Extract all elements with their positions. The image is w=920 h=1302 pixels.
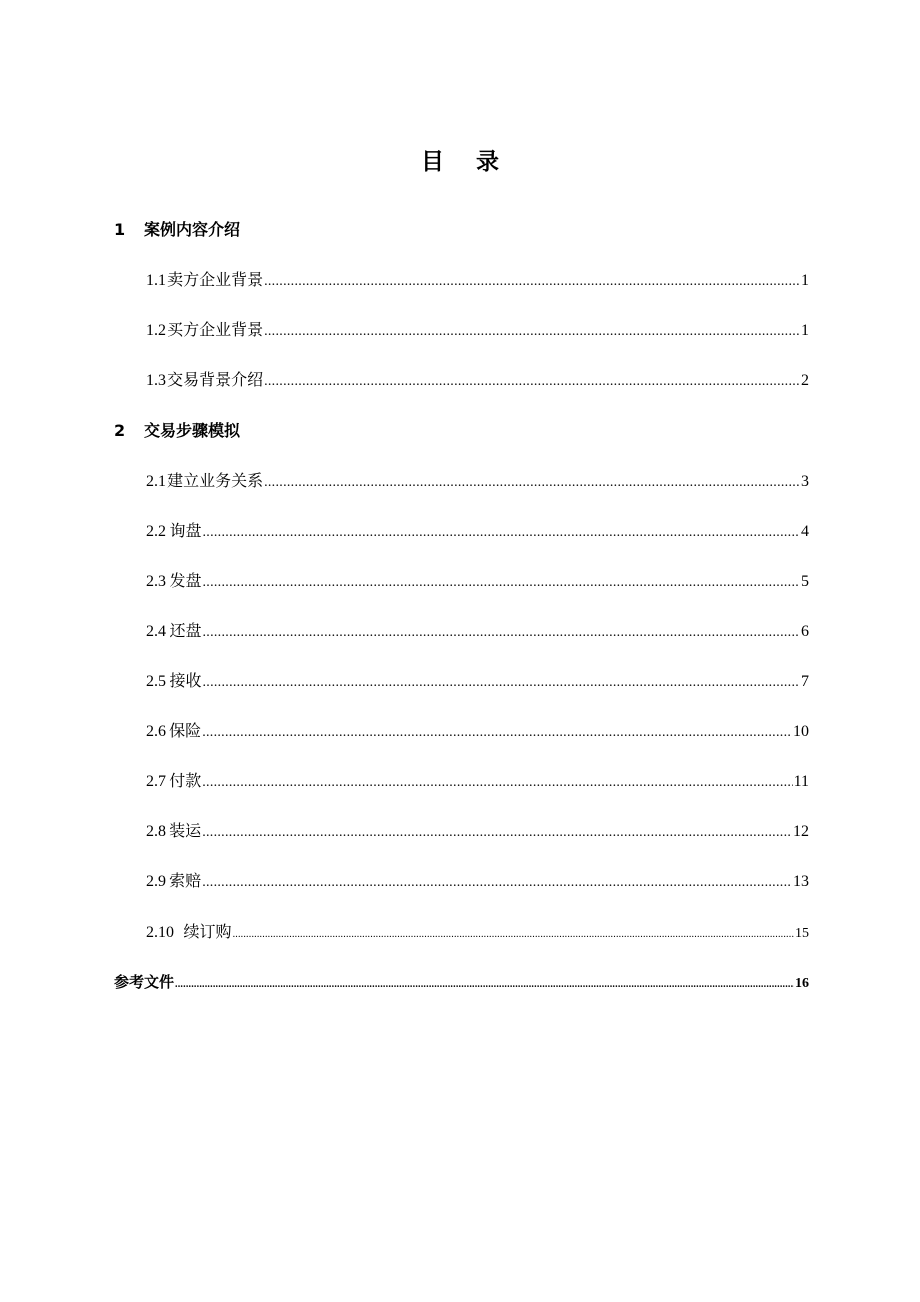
toc-number: 2 <box>114 421 126 440</box>
toc-number: 1 <box>114 220 126 239</box>
toc-page-number: 5 <box>801 573 809 590</box>
toc-section-1[interactable] <box>114 218 240 242</box>
dot-leader <box>202 671 800 695</box>
toc-number: 2.8 <box>146 823 166 840</box>
toc-entry-2-1[interactable] <box>146 469 809 493</box>
toc-page-number: 7 <box>801 673 809 690</box>
dot-leader <box>202 521 800 545</box>
dot-leader <box>202 871 792 895</box>
dot-leader <box>264 370 800 394</box>
toc-page-number: 2 <box>801 372 809 389</box>
toc-number: 1.1 <box>146 272 166 289</box>
toc-number: 2.1 <box>146 473 166 490</box>
toc-page-number: 15 <box>795 926 809 941</box>
toc-page-number: 4 <box>801 523 809 540</box>
toc-label: 交易步骤模拟 <box>144 421 241 440</box>
toc-page-number: 1 <box>801 272 809 289</box>
toc-label: 保险 <box>169 721 202 740</box>
toc-page-number: 11 <box>793 773 809 790</box>
toc-label: 索赔 <box>169 871 202 890</box>
dot-leader <box>202 571 800 595</box>
toc-number: 1.2 <box>146 322 166 339</box>
toc-label: 交易背景介绍 <box>167 370 264 389</box>
toc-entry-2-5[interactable] <box>146 669 809 693</box>
toc-page-number: 3 <box>801 473 809 490</box>
dot-leader <box>202 771 792 795</box>
toc-number: 2.10 <box>146 924 174 941</box>
dot-leader <box>264 320 800 344</box>
toc-label: 卖方企业背景 <box>167 270 264 289</box>
toc-entry-2-7[interactable] <box>146 769 809 793</box>
toc-label: 续订购 <box>183 922 232 941</box>
toc-entry-2-2[interactable] <box>146 519 809 543</box>
dot-leader <box>264 270 800 294</box>
toc-number: 2.3 <box>146 573 166 590</box>
toc-label: 建立业务关系 <box>167 471 264 490</box>
toc-page-number: 12 <box>793 823 809 840</box>
toc-page-number: 13 <box>793 873 809 890</box>
toc-number: 2.9 <box>146 873 166 890</box>
toc-entry-2-9[interactable] <box>146 869 809 893</box>
toc-label: 发盘 <box>169 571 202 590</box>
toc-number: 2.6 <box>146 723 166 740</box>
toc-label: 参考文件 <box>114 973 175 991</box>
toc-number: 2.2 <box>146 523 166 540</box>
toc-label: 还盘 <box>169 621 202 640</box>
dot-leader <box>175 973 794 997</box>
toc-label: 买方企业背景 <box>167 320 264 339</box>
toc-entry-2-3[interactable] <box>146 569 809 593</box>
toc-number: 2.4 <box>146 623 166 640</box>
toc-page-number: 16 <box>795 976 809 991</box>
toc-number: 2.7 <box>146 773 166 790</box>
toc-references[interactable] <box>114 970 809 994</box>
toc-label: 装运 <box>169 821 202 840</box>
toc-page-number: 6 <box>801 623 809 640</box>
toc-number: 1.3 <box>146 372 166 389</box>
toc-entry-2-10[interactable] <box>146 920 809 944</box>
toc-section-2[interactable] <box>114 419 240 443</box>
toc-page-number: 10 <box>793 723 809 740</box>
toc-entry-2-4[interactable] <box>146 619 809 643</box>
toc-number: 2.5 <box>146 673 166 690</box>
toc-entry-1-3[interactable] <box>146 368 809 392</box>
toc-label: 询盘 <box>169 521 202 540</box>
dot-leader <box>264 471 800 495</box>
toc-entry-1-1[interactable] <box>146 268 809 292</box>
dot-leader <box>202 621 800 645</box>
dot-leader <box>202 721 792 745</box>
toc-label: 付款 <box>169 771 202 790</box>
toc-page-number: 1 <box>801 322 809 339</box>
page-title: 目 录 <box>420 149 511 175</box>
toc-entry-2-8[interactable] <box>146 819 809 843</box>
toc-label: 接收 <box>169 671 202 690</box>
dot-leader <box>233 923 794 947</box>
toc-entry-1-2[interactable] <box>146 318 809 342</box>
toc-label: 案例内容介绍 <box>144 220 241 239</box>
dot-leader <box>202 821 792 845</box>
toc-entry-2-6[interactable] <box>146 719 809 743</box>
